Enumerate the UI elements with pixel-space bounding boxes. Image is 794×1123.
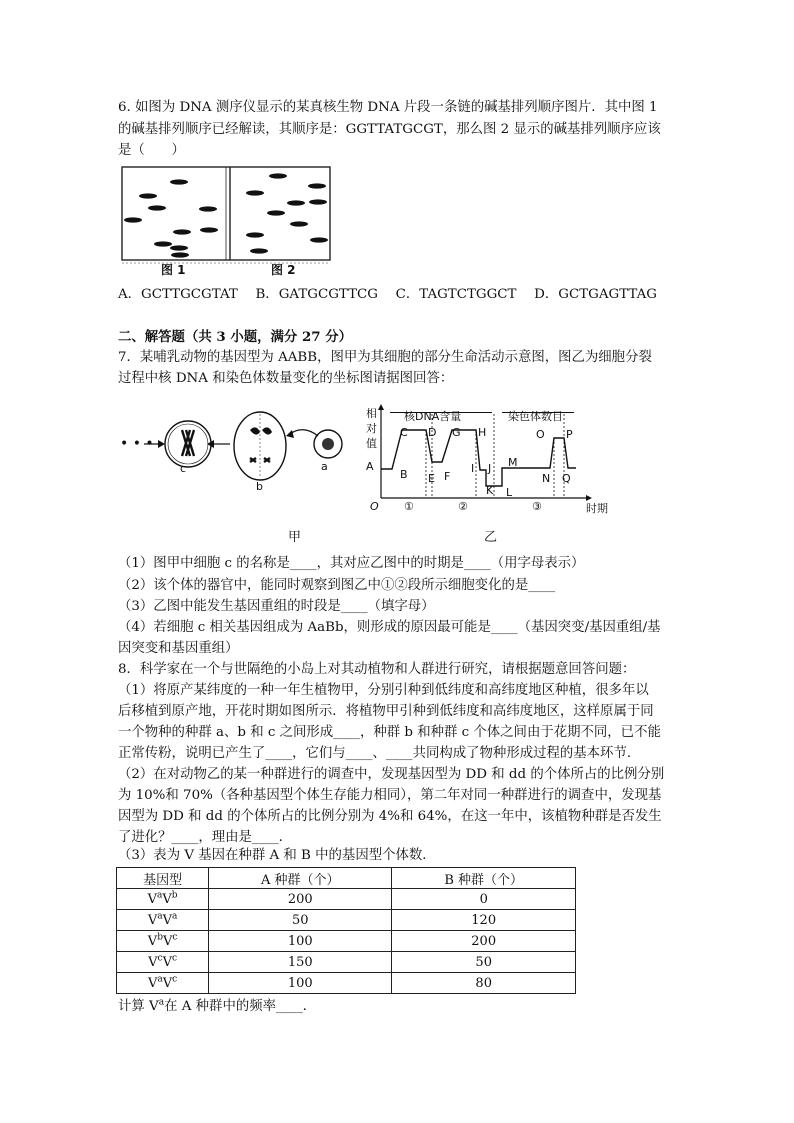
b-count-cell: 200 — [392, 931, 576, 952]
table-row — [117, 889, 576, 910]
jia-cell-b: b — [256, 480, 263, 493]
q8-p3: （3）表为 V 基因在种群 A 和 B 中的基因型个体数． — [118, 848, 436, 863]
yi-pt-M: M — [508, 456, 518, 469]
q8-p2-line1: （2）在对动物乙的某一种群进行的调查中，发现基因型为 DD 和 dd 的个体所占的比例分别 — [118, 767, 665, 782]
fig-yi — [368, 404, 618, 544]
q8-p2-line2: 为 10%和 70%（各种基因型个体生存能力相同），第二年对同一种群进行的调查中，发现基 — [118, 788, 662, 803]
yi-pt-L: L — [506, 486, 513, 499]
yi-period-3: ③ — [532, 500, 542, 513]
jia-cell-a: a — [321, 460, 328, 473]
yi-ylabel — [366, 406, 378, 451]
yi-pt-G: G — [452, 426, 461, 439]
q6-stem-line3: 是（ ） — [118, 143, 185, 158]
gel-figure — [121, 166, 331, 278]
yi-pt-P: P — [566, 428, 573, 441]
q7-sub4-line1: （4）若细胞 c 相关基因组成为 AaBb，则形成的原因最可能是____（基因突变/基因重组/基 — [118, 620, 661, 635]
genotype-cell: $V^aV^b$ — [117, 889, 209, 910]
table-row — [117, 952, 576, 973]
yi-ylabel-3: 值 — [366, 437, 377, 450]
yi-caption: 乙 — [484, 530, 498, 545]
table-row — [117, 931, 576, 952]
yi-pt-E: E — [428, 472, 435, 485]
table-header-row — [117, 868, 576, 889]
gel-svg — [121, 166, 331, 278]
section2-heading: 二、解答题（共 3 小题，满分 27 分） — [118, 329, 353, 345]
yi-pt-I: I — [471, 462, 475, 475]
yi-pt-Q: Q — [562, 472, 571, 485]
b-count-cell: 120 — [392, 910, 576, 931]
b-count-cell: 0 — [392, 889, 576, 910]
table-header: A 种群（个） — [209, 868, 392, 889]
q6-stem-line1: 6. 如图为 DNA 测序仪显示的某真核生物 DNA 片段一条链的碱基排列顺序图片．其中图 1 — [118, 100, 658, 115]
jia-dots: • • • — [120, 436, 154, 452]
q6-stem-line2: 的碱基排列顺序已经解读，其顺序是：GGTTATGCGT，那么图 2 显示的碱基排列顺序应该 — [118, 122, 661, 137]
q8-p1-line2: 后移植到原产地，开花时期如图所示．将植物甲引种到低纬度和高纬度地区，这样原属于同 — [118, 704, 654, 719]
q7-stem-line1: 7．某哺乳动物的基因型为 AABB，图甲为其细胞的部分生命活动示意图，图乙为细胞分裂 — [118, 350, 652, 365]
yi-period-2: ② — [458, 500, 468, 513]
jia-cell-c: c — [180, 462, 187, 475]
q8-p1-line1: （1）将原产某纬度的一种一年生植物甲，分别引种到低纬度和高纬度地区种植，很多年以 — [118, 683, 649, 698]
b-count-cell: 80 — [392, 973, 576, 994]
yi-ylabel-2: 对 — [366, 422, 377, 435]
yi-pt-H: H — [478, 426, 487, 439]
table-row — [117, 973, 576, 994]
q8-p2-line4: 了进化？____，理由是____． — [118, 830, 293, 845]
b-count-cell: 50 — [392, 952, 576, 973]
fig1-label: 图 1 — [161, 263, 186, 277]
table-header: 基因型 — [117, 868, 209, 889]
q7-sub3: （3）乙图中能发生基因重组的时段是____（填字母） — [118, 599, 435, 614]
q8-stem: 8．科学家在一个与世隔绝的小岛上对其动植物和人群进行研究，请根据题意回答问题： — [118, 662, 636, 677]
yi-xlabel: 时期 — [586, 502, 608, 515]
yi-ylabel-1: 相 — [366, 407, 377, 420]
a-count-cell: 100 — [209, 973, 392, 994]
a-count-cell: 150 — [209, 952, 392, 973]
yi-period-1: ① — [404, 500, 414, 513]
genotype-cell: $V^aV^c$ — [117, 973, 209, 994]
yi-pt-O: O — [536, 428, 545, 441]
q6-options: A．GCTTGCGTAT B．GATGCGTTCG C．TAGTCTGGCT D．GCTGAGTTAG — [118, 287, 657, 302]
q8-calc: 计算 $V^a$在 A 种群中的频率____． — [118, 997, 317, 1014]
yi-pt-N: N — [542, 472, 551, 485]
yi-legend-chrom: 染色体数目 — [508, 410, 563, 423]
yi-pt-D: D — [428, 426, 437, 439]
genotype-cell: $V^cV^c$ — [117, 952, 209, 973]
a-count-cell: 200 — [209, 889, 392, 910]
yi-pt-K: K — [486, 484, 494, 497]
a-count-cell: 50 — [209, 910, 392, 931]
q8-p1-line3: 一个物种的种群 a、b 和 c 之间形成____，种群 b 和种群 c 个体之间由于花期不同，已不能 — [118, 725, 661, 740]
a-count-cell: 100 — [209, 931, 392, 952]
genotype-cell: $V^bV^c$ — [117, 931, 209, 952]
yi-pt-F: F — [444, 470, 451, 483]
q7-sub2: （2）该个体的器官中，能同时观察到图乙中①②段所示细胞变化的是____ — [118, 578, 556, 593]
yi-origin: O — [370, 500, 379, 513]
genotype-cell: $V^aV^a$ — [117, 910, 209, 931]
yi-legend-dna: 核DNA含量 — [404, 410, 462, 423]
q7-stem-line2: 过程中核 DNA 和染色体数量变化的坐标图请据图回答： — [118, 371, 454, 386]
q8-p1-line4: 正常传粉，说明已产生了____，它们与____、____共同构成了物种形成过程的基本环节． — [118, 746, 641, 761]
yi-pt-A: A — [366, 460, 374, 473]
q8-p2-line3: 因型为 DD 和 dd 的个体所占的比例分别为 4%和 64%，在这一年中，该植物种群是否发生 — [118, 809, 662, 824]
jia-caption: 甲 — [288, 530, 302, 545]
gel-bands-1 — [124, 179, 218, 257]
table-header: B 种群（个） — [392, 868, 576, 889]
q7-sub1: （1）图甲中细胞 c 的名称是____，其对应乙图中的时期是____（用字母表示） — [118, 556, 585, 571]
yi-pt-B: B — [400, 468, 408, 481]
yi-pt-J: J — [488, 462, 492, 475]
gel-bands-2 — [246, 173, 328, 253]
fig2-label: 图 2 — [271, 263, 296, 277]
genotype-table — [116, 867, 576, 994]
fig-jia-svg — [118, 400, 348, 500]
table-row — [117, 910, 576, 931]
fig-jia — [118, 400, 348, 545]
yi-pt-C: C — [400, 426, 408, 439]
q7-sub4-line2: 因突变和基因重组） — [118, 641, 239, 656]
